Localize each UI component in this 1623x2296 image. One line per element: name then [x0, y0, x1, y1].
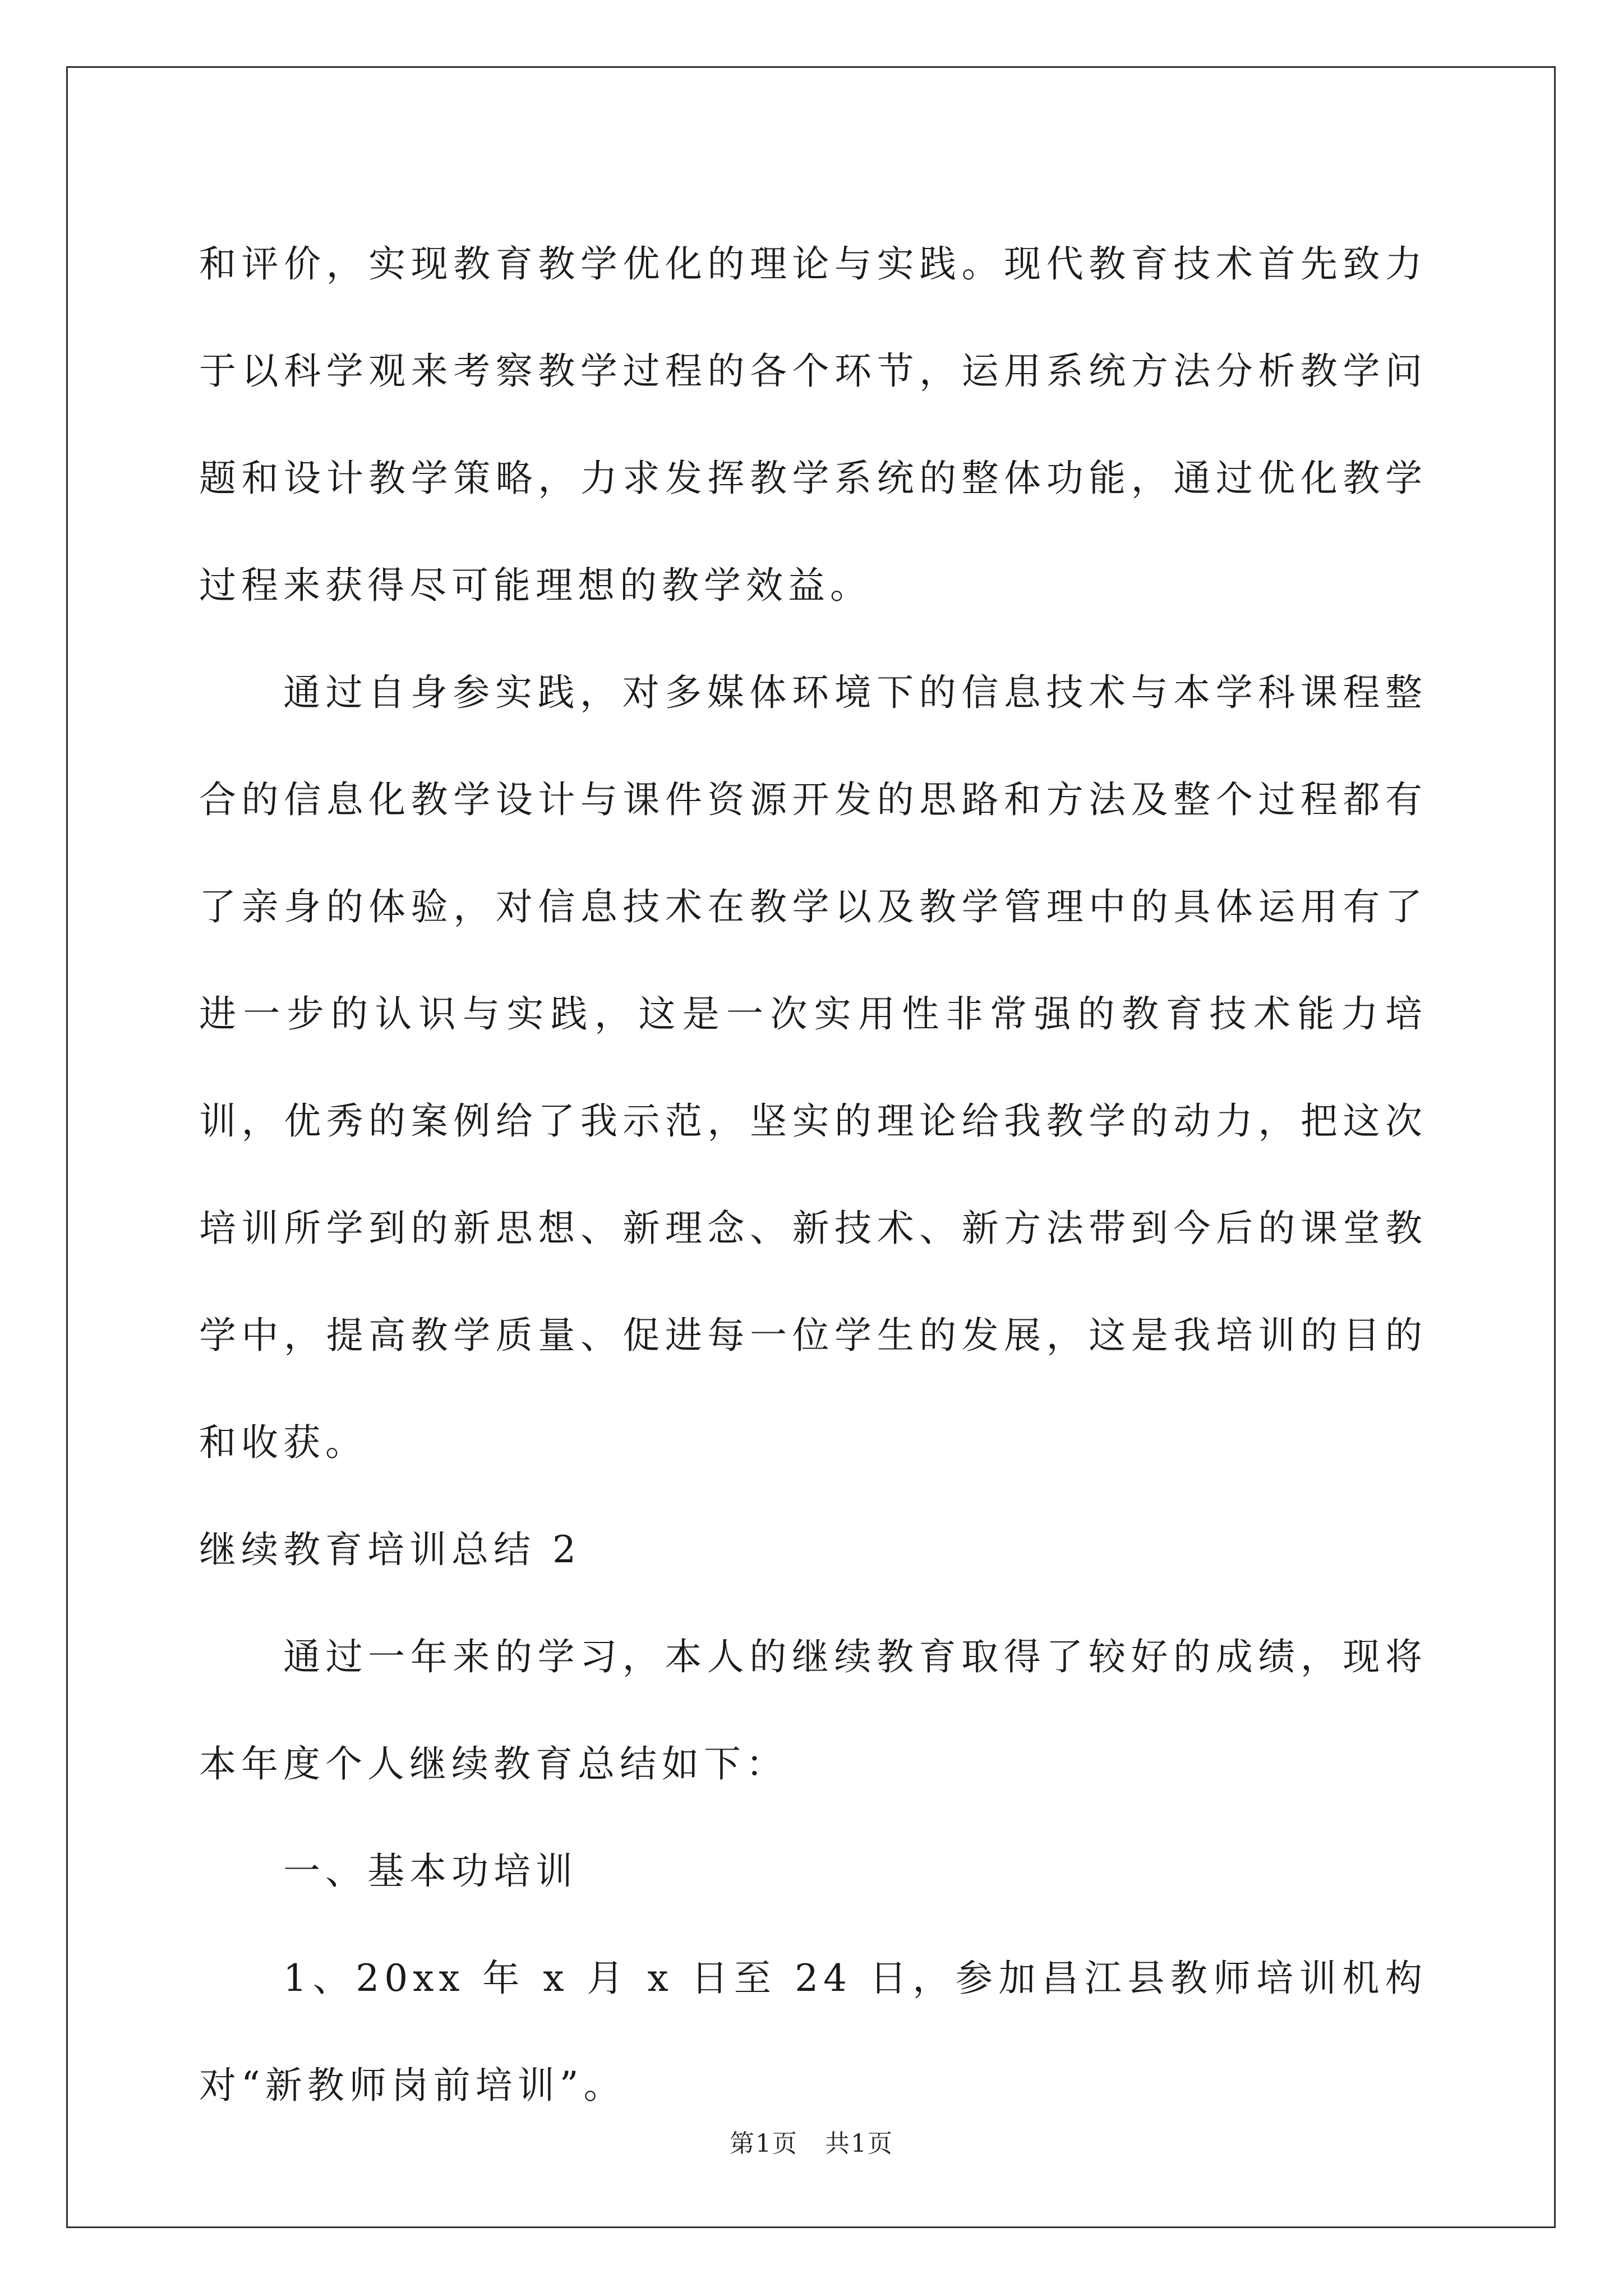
subsection-heading: 一、基本功培训 — [283, 1849, 578, 1893]
page-total: 共1页 — [825, 2129, 893, 2158]
paragraph-1: 和评价，实现教育教学优化的理论与实践。现代教育技术首先致力于以科学观来考察教学过程的各个环节，运用系统方法分析教学问题和设计教学策略，力求发挥教学系统的整体功能，通过优化教学过程来获得尽可能理想的教学效益。 — [199, 242, 1427, 607]
page-number: 第1页 — [730, 2129, 798, 2158]
paragraph-3: 通过一年来的学习，本人的继续教育取得了较好的成绩，现将本年度个人继续教育总结如下： — [199, 1635, 1427, 1786]
page-footer — [0, 2123, 1623, 2159]
section-heading: 继续教育培训总结 2 — [199, 1528, 581, 1571]
document-body — [199, 210, 1427, 2139]
paragraph-4: 1、20xx 年 x 月 x 日至 24 日，参加昌江县教师培训机构对“新教师岗前培训”。 — [199, 1957, 1427, 2107]
paragraph-2: 通过自身参实践，对多媒体环境下的信息技术与本学科课程整合的信息化教学设计与课件资源开发的思路和方法及整个过程都有了亲身的体验，对信息技术在教学以及教学管理中的具体运用有了进一步的认识与实践，这是一次实用性非常强的教育技术能力培训，优秀的案例给了我示范，坚实的理论给我教学的动力，把这次培训所学到的新思想、新理念、新技术、新方法带到今后的课堂教学中，提高教学质量、促进每一位学生的发展，这是我培训的目的和收获。 — [199, 671, 1427, 1464]
